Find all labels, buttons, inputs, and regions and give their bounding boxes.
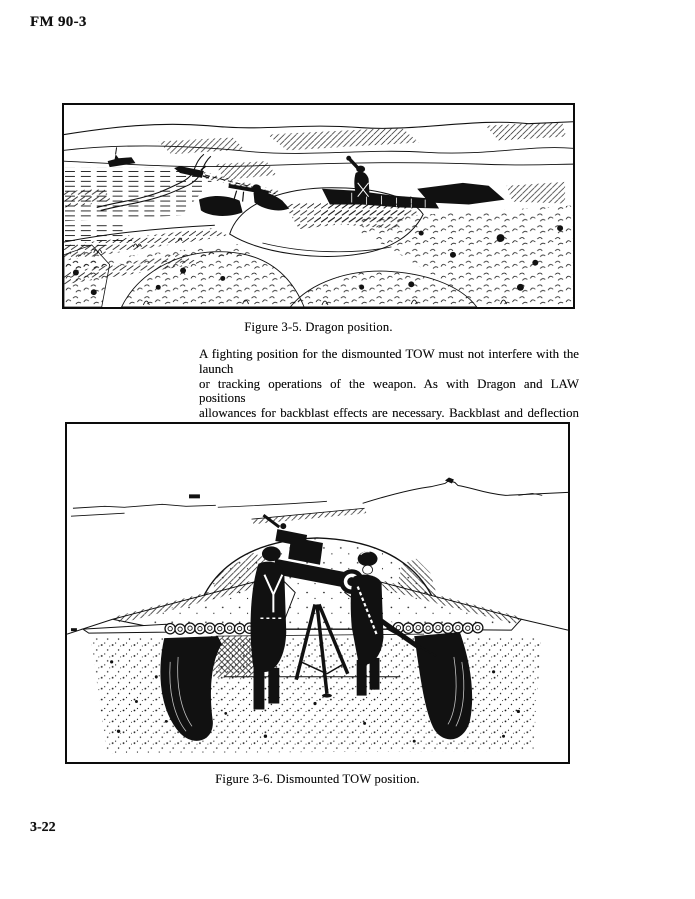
horizon xyxy=(71,478,568,525)
ship-silhouette xyxy=(108,154,136,167)
page-number: 3-22 xyxy=(30,820,56,835)
page-header: FM 90-3 xyxy=(30,14,87,30)
figure-3-5 xyxy=(62,103,575,309)
distant-hills xyxy=(64,122,573,155)
figure-3-5-illustration xyxy=(64,105,573,307)
figure-3-6-caption: Figure 3-6. Dismounted TOW position. xyxy=(215,772,420,786)
paragraph-line: A fighting position for the dismounted TOW must not interfere with the launch xyxy=(199,347,579,376)
figure-3-5-caption: Figure 3-5. Dragon position. xyxy=(244,320,393,334)
paragraph-line: or tracking operations of the weapon. As with Dragon and LAW positions xyxy=(199,376,579,406)
pit-cutaway xyxy=(91,632,541,753)
figure-3-6 xyxy=(65,422,570,764)
figure-3-6-illustration xyxy=(67,424,568,762)
paragraph-line: allowances for backblast effects are necessary. Backblast and deflection xyxy=(199,406,579,421)
